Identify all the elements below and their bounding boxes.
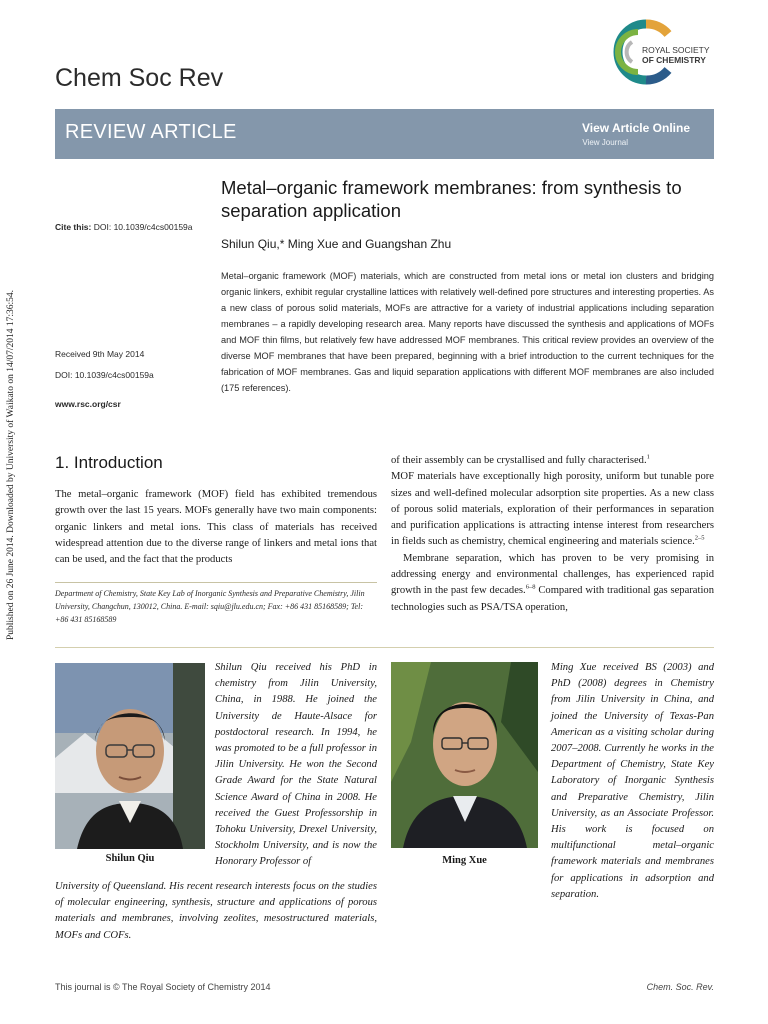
biography-shilun-qiu-continued: University of Queensland. His recent research interests focus on the studies of molecular engineering, synthesis, structure and applications of porous materials and membranes, involving zeolites, mesostructured materials, MOFs and COFs. — [55, 881, 377, 941]
photo-caption: Ming Xue — [442, 855, 487, 866]
article-title: Metal–organic framework membranes: from synthesis to separation application — [221, 177, 682, 221]
author-photo-ming-xue — [391, 662, 538, 848]
journal-website-link[interactable]: www.rsc.org/csr — [55, 399, 121, 409]
article-type-label: REVIEW ARTICLE — [65, 121, 237, 143]
intro-paragraph: The metal–organic framework (MOF) field has exhibited tremendous growth over the last 15 years. MOFs generally have two main components: organic linkers and metal ions. This class of materials has received widespread attention due to the diverse range of linkers and metal ions that can be used, and the fact that the products — [55, 489, 377, 566]
copyright-footer: This journal is © The Royal Society of Chemistry 2014 — [55, 982, 271, 992]
biography-ming-xue: Ming Xue received BS (2003) and PhD (2008) degrees in Chemistry from Jilin University in China, and joined the University of Texas-Pan American as a visiting scholar during 2007–2008. Currently he works in the Department of Chemistry, State Key Laboratory of Inorganic Synthesis and Preparative Chemistry, Jilin University, as an Associate Professor. His work is focused on multifunctional metal–organic framework materials and membranes for applications in adsorption and separation. — [551, 662, 714, 900]
cite-label: Cite this: — [55, 222, 92, 232]
logo-line-1: ROYAL SOCIETY — [642, 45, 710, 55]
journal-title: Chem Soc Rev — [55, 64, 224, 92]
section-heading-introduction: 1. Introduction — [55, 453, 163, 472]
intro-right-column — [391, 453, 714, 616]
intro-paragraph — [391, 469, 714, 550]
doi[interactable]: DOI: 10.1039/c4cs00159a — [55, 370, 154, 380]
article-type-banner — [55, 109, 714, 159]
paragraph-text: MOF materials have exceptionally high porosity, uniform but tunable pore sizes and well-defined molecular adsorption site properties. As a new class of porous solid materials, exploration of their performances in separation and purification applications is attracting intense interest from researchers in fields such as chemistry, chemical engineering and materials science. — [391, 471, 714, 548]
intro-paragraph — [391, 551, 714, 616]
reference-marker[interactable]: 1 — [646, 453, 650, 461]
reference-marker[interactable]: 2–5 — [694, 534, 705, 542]
journal-footer: Chem. Soc. Rev. — [646, 982, 714, 992]
view-article-online-link[interactable]: View Article Online — [581, 121, 690, 135]
affiliation-divider — [55, 582, 377, 583]
portrait-image — [55, 663, 205, 849]
received-date: Received 9th May 2014 — [55, 349, 145, 359]
download-notice: Published on 26 June 2014. Downloaded by University of Waikato on 14/07/2014 17:36:54. — [6, 289, 16, 640]
logo-line-2: OF CHEMISTRY — [642, 54, 706, 65]
biography-divider — [55, 647, 714, 648]
view-journal-link[interactable]: View Journal — [582, 138, 628, 147]
cite-doi[interactable]: DOI: 10.1039/c4cs00159a — [91, 222, 193, 232]
reference-marker[interactable]: 6–8 — [525, 583, 536, 591]
article-authors: Shilun Qiu,* Ming Xue and Guangshan Zhu — [221, 237, 452, 251]
author-photo-shilun-qiu — [55, 663, 205, 849]
paragraph-text: of their assembly can be crystallised and fully characterised. — [391, 455, 647, 466]
paragraph-text: Compared with traditional gas separation technologies such as PSA/TSA operation, — [391, 585, 714, 613]
abstract: Metal–organic framework (MOF) materials, which are constructed from metal ions or metal ion clusters and bridging organic linkers, exhibit regular crystalline lattices with relatively well-defined pore structures and interesting properties. As a new class of porous solid materials, MOFs are attractive for a variety of industrial applications including separation membranes – a rapidly developing research area. Many reports have discussed the synthesis and applications of MOFs and MOF thin films, but relatively few have addressed MOF membranes. This critical review provides an overview of the diverse MOF membranes that have been prepared, beginning with a brief introduction to the current techniques for the fabrication of MOF membranes. Gas and liquid separation applications with different MOF membranes are also included (175 references). — [221, 271, 714, 393]
paragraph-text: Membrane separation, which has proven to be very promising in addressing energy and environmental challenges, has experienced rapid growth in the past few decades. — [391, 552, 714, 597]
photo-caption: Shilun Qiu — [105, 853, 155, 864]
intro-paragraph — [391, 453, 714, 469]
biography-shilun-qiu: Shilun Qiu received his PhD in chemistry from Jilin University, China, in 1988. He joined the University de Haute-Alsace for postdoctoral research. In 1994, he was promoted to be a full professor in Jilin University. He won the Second Grade Award for the State Natural Science Award of China in 2008. He received the Guest Professorship in Tohoku University, Drexel University, Stockholm University, and is now the Honorary Professor of — [215, 662, 377, 868]
portrait-image — [391, 662, 538, 848]
rsc-logo-text — [642, 46, 710, 65]
cite-this — [55, 222, 193, 232]
author-affiliation: Department of Chemistry, State Key Lab of Inorganic Synthesis and Preparative Chemistry, Jilin University, Changchun, 130012, China. E-mail: sqiu@jlu.edu.cn; Fax: +86 431 85168589; Tel: +86 431 85168589 — [55, 589, 365, 624]
